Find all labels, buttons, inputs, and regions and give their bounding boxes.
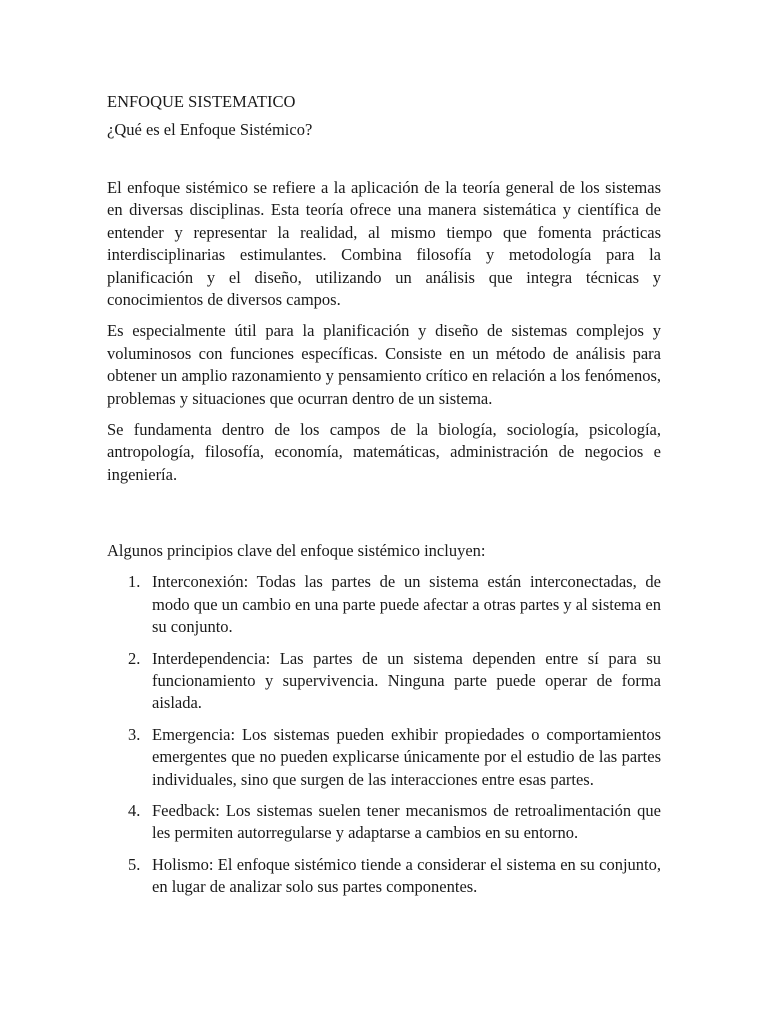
list-item — [107, 854, 661, 899]
principles-intro: Algunos principios clave del enfoque sistémico incluyen: — [107, 541, 486, 561]
list-item — [107, 724, 661, 791]
list-item-text: Interdependencia: Las partes de un sistema dependen entre sí para su funcionamiento y supervivencia. Ninguna parte puede operar de forma aislada. — [152, 648, 661, 713]
list-item-number: 4. — [128, 800, 141, 820]
document-subtitle: ¿Qué es el Enfoque Sistémico? — [107, 120, 313, 139]
list-item — [107, 800, 661, 845]
list-item-text: Holismo: El enfoque sistémico tiende a considerar el sistema en su conjunto, en lugar de analizar solo sus partes componentes. — [152, 854, 661, 897]
list-item-text: Feedback: Los sistemas suelen tener mecanismos de retroalimentación que les permiten autorregularse y adaptarse a cambios en su entorno. — [152, 800, 661, 843]
list-item-number: 5. — [128, 854, 141, 874]
list-item-number: 2. — [128, 648, 141, 668]
paragraph-definition: El enfoque sistémico se refiere a la aplicación de la teoría general de los sistemas en diversas disciplinas. Esta teoría ofrece una manera sistemática y científica de entender y representar la realidad, al mismo tiempo que fomenta prácticas interdisciplinarias estimulantes. Combina filosofía y metodología para la planificación y el diseño, utilizando un análisis que integra técnicas y conocimientos de diversos campos. — [107, 178, 661, 310]
list-item-text: Interconexión: Todas las partes de un sistema están interconectadas, de modo que un cambio en una parte puede afectar a otras partes y al sistema en su conjunto. — [152, 572, 662, 637]
paragraph-usefulness: Es especialmente útil para la planificación y diseño de sistemas complejos y voluminosos con funciones específicas. Consiste en un método de análisis para obtener un amplio razonamiento y pensamiento crítico en relación a los fenómenos, problemas y situaciones que ocurran dentro de un sistema. — [107, 321, 661, 408]
list-item-number: 1. — [128, 572, 141, 592]
list-item-text: Emergencia: Los sistemas pueden exhibir propiedades o comportamientos emergentes que no pueden explicarse únicamente por el estudio de las partes individuales, sino que surgen de las interacciones entre esas partes. — [152, 724, 661, 789]
list-item — [107, 571, 661, 638]
list-item-number: 3. — [128, 724, 141, 744]
paragraph-foundations: Se fundamenta dentro de los campos de la biología, sociología, psicología, antropología, filosofía, economía, matemáticas, administración de negocios e ingeniería. — [107, 420, 661, 484]
principles-list — [107, 571, 661, 898]
list-item — [107, 648, 661, 715]
document-title: ENFOQUE SISTEMATICO — [107, 92, 296, 111]
